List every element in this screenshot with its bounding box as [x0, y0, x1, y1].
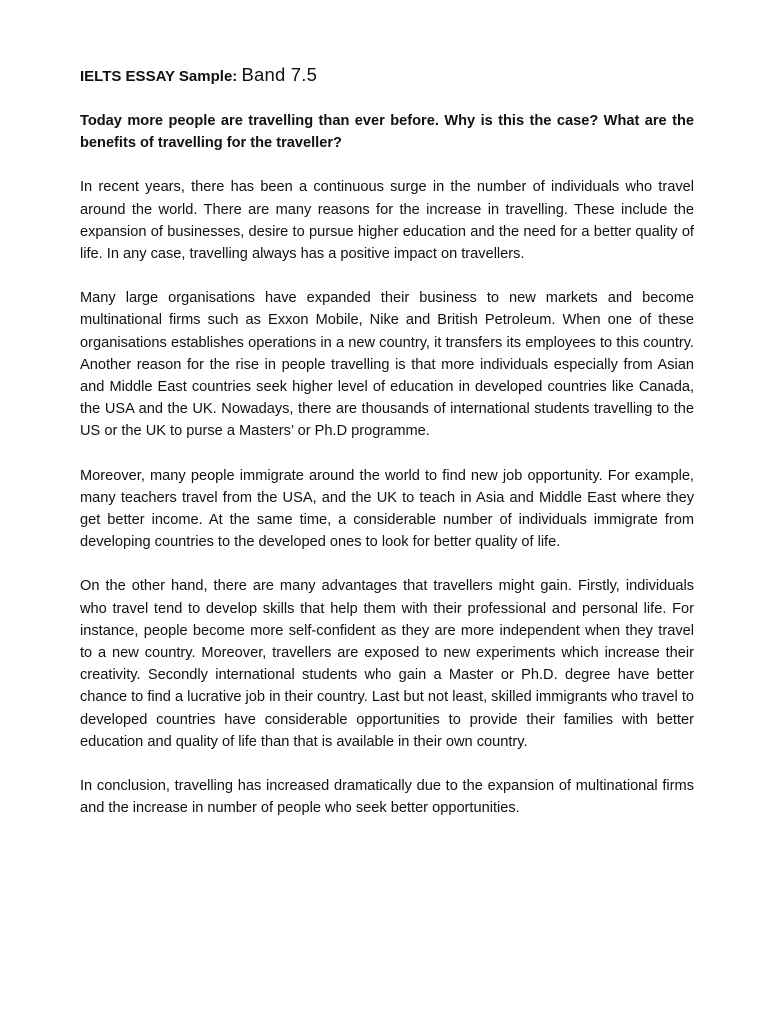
paragraph-benefits: On the other hand, there are many advantages that travellers might gain. Firstly, individuals who travel tend to develop skills that help them with their professional and personal life. For instance, people become more self-confident as they are more independent when they travel to a new country. Moreover, travellers are exposed to new experiments which increase their creativity. Secondly international students who gain a Master or Ph.D. degree have better chance to find a lucrative job in their country. Last but not least, skilled immigrants who travel to developed countries have considerable opportunities to provide their families with better education and quality of life than that is available in their own country. [80, 578, 694, 750]
essay-page [80, 62, 694, 841]
band-score: Band 7.5 [241, 64, 318, 85]
title-prefix: IELTS ESSAY Sample: [80, 68, 238, 85]
essay-question: Today more people are travelling than ever before. Why is this the case? What are the benefits of travelling for the traveller? [80, 113, 694, 152]
paragraph-introduction: In recent years, there has been a continuous surge in the number of individuals who travel around the world. There are many reasons for the increase in travelling. These include the expansion of businesses, desire to pursue higher education and the need for a better quality of life. In any case, travelling always has a positive impact on travellers. [80, 179, 694, 263]
paragraph-immigration: Moreover, many people immigrate around the world to find new job opportunity. For example, many teachers travel from the USA, and the UK to teach in Asia and Middle East where they get better income. At the same time, a considerable number of individuals immigrate from developing countries to the developed ones to look for better quality of life. [80, 467, 694, 551]
paragraph-conclusion: In conclusion, travelling has increased dramatically due to the expansion of multinational firms and the increase in number of people who seek better opportunities. [80, 778, 694, 817]
essay-title [80, 62, 694, 90]
paragraph-business-education: Many large organisations have expanded their business to new markets and become multinational firms such as Exxon Mobile, Nike and British Petroleum. When one of these organisations establishes operations in a new country, it transfers its employees to this country. Another reason for the rise in people travelling is that more individuals especially from Asian and Middle East countries seek higher level of education in developed countries like Canada, the USA and the UK. Nowadays, there are thousands of international students travelling to the US or the UK to purse a Masters’ or Ph.D programme. [80, 290, 694, 440]
